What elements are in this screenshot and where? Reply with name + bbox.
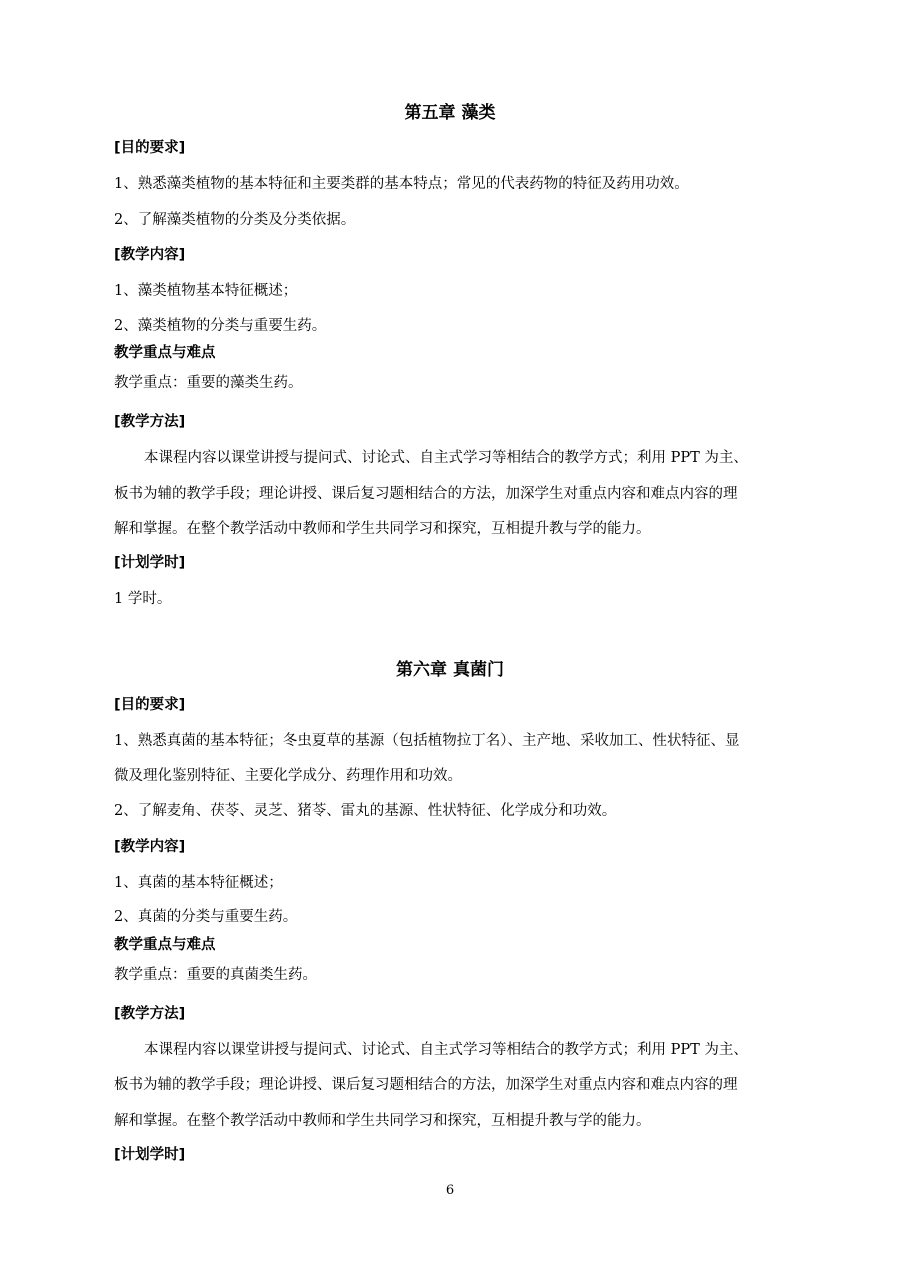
ch5-goal-item-2: 2、了解藻类植物的分类及分类依据。 — [114, 212, 356, 228]
page-number: 6 — [445, 1183, 455, 1198]
ch5-method-line-2: 板书为辅的教学手段；理论讲授、课后复习题相结合的方法，加深学生对重点内容和难点内容的理 — [114, 486, 738, 502]
ch6-content-heading: [教学内容] — [114, 839, 186, 855]
ch6-goal-item-1-line-1: 1、熟悉真菌的基本特征；冬虫夏草的基源（包括植物拉丁名）、主产地、采收加工、性状特征、显 — [114, 733, 740, 749]
ch5-hours-value: 1 学时。 — [114, 591, 172, 607]
ch5-key-item-1: 教学重点：重要的藻类生药。 — [114, 375, 303, 391]
ch5-content-heading: [教学内容] — [114, 247, 186, 263]
ch6-key-item-1: 教学重点：重要的真菌类生药。 — [114, 967, 317, 983]
ch5-key-heading: 教学重点与难点 — [114, 345, 216, 361]
ch5-method-line-3: 解和掌握。在整个教学活动中教师和学生共同学习和探究，互相提升教与学的能力。 — [114, 521, 651, 537]
ch6-content-item-1: 1、真菌的基本特征概述； — [114, 875, 283, 891]
ch5-method-heading: [教学方法] — [114, 414, 186, 430]
ch6-method-heading: [教学方法] — [114, 1006, 186, 1022]
ch6-method-line-3: 解和掌握。在整个教学活动中教师和学生共同学习和探究，互相提升教与学的能力。 — [114, 1113, 651, 1129]
ch6-method-line-2: 板书为辅的教学手段；理论讲授、课后复习题相结合的方法，加深学生对重点内容和难点内容的理 — [114, 1077, 738, 1093]
ch6-goal-heading: [目的要求] — [114, 697, 186, 713]
chapter-6-title: 第六章 真菌门 — [396, 660, 504, 680]
ch6-content-item-2: 2、真菌的分类与重要生药。 — [114, 909, 298, 925]
chapter-5-title: 第五章 藻类 — [404, 103, 496, 123]
ch5-content-item-1: 1、藻类植物基本特征概述； — [114, 283, 298, 299]
ch5-goal-item-1: 1、熟悉藻类植物的基本特征和主要类群的基本特点；常见的代表药物的特征及药用功效。 — [114, 176, 689, 192]
ch6-key-heading: 教学重点与难点 — [114, 937, 216, 953]
ch6-hours-heading: [计划学时] — [114, 1147, 186, 1163]
ch6-method-line-1: 本课程内容以课堂讲授与提问式、讨论式、自主式学习等相结合的教学方式；利用 PPT 为主、 — [144, 1042, 748, 1058]
ch5-content-item-2: 2、藻类植物的分类与重要生药。 — [114, 318, 327, 334]
ch6-goal-item-2: 2、了解麦角、茯苓、灵芝、猪苓、雷丸的基源、性状特征、化学成分和功效。 — [114, 803, 617, 819]
ch6-goal-item-1-line-2: 微及理化鉴别特征、主要化学成分、药理作用和功效。 — [114, 768, 462, 784]
ch5-goal-heading: [目的要求] — [114, 140, 186, 156]
ch5-hours-heading: [计划学时] — [114, 555, 186, 571]
ch5-method-line-1: 本课程内容以课堂讲授与提问式、讨论式、自主式学习等相结合的教学方式；利用 PPT 为主、 — [144, 450, 748, 466]
